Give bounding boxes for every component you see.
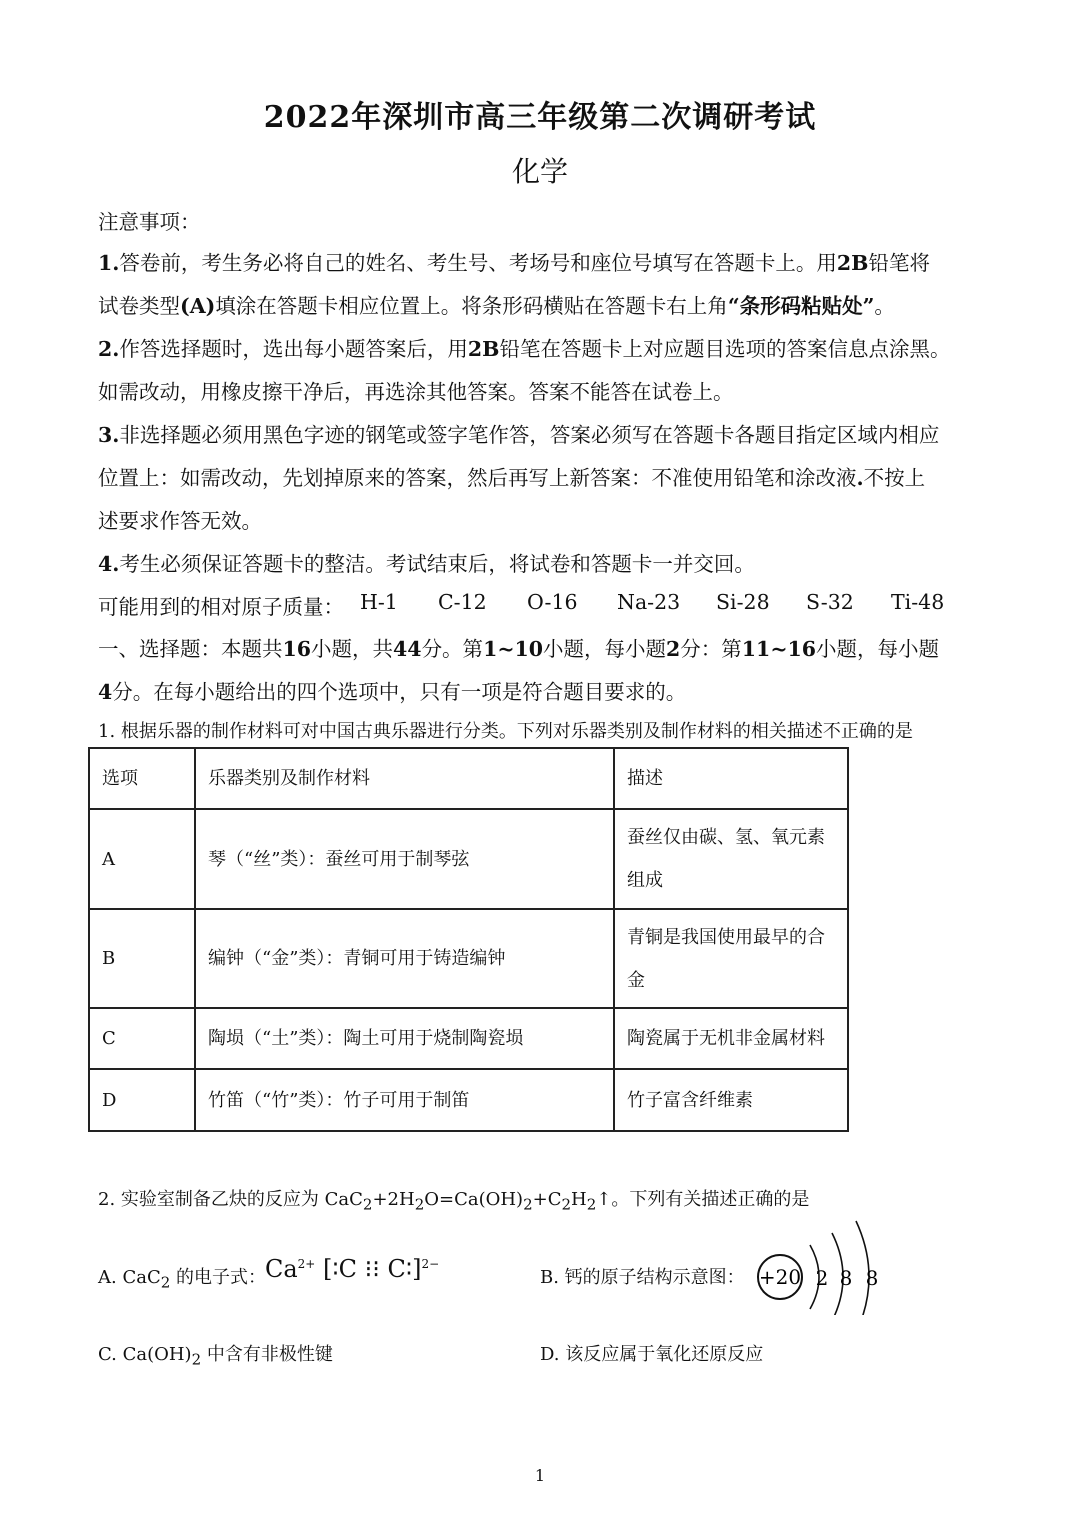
subject-title: 化学	[511, 155, 568, 188]
notice-text: 非选择题必须用黑色字迹的钢笔或签字笔作答，答案必须写在答题卡各题目指定区域内相应	[119, 423, 940, 447]
stem-text: ↑。下列有关描述正确的是	[596, 1189, 810, 1210]
atomic-mass-item: H-1	[360, 590, 398, 614]
table-header-cell: 描述	[614, 748, 848, 809]
table-header-cell: 乐器类别及制作材料	[195, 748, 614, 809]
shell-electron-count: 2	[815, 1266, 829, 1290]
notice-text: 2B	[836, 251, 869, 275]
question-1-table	[88, 747, 849, 1132]
section-text: 一、选择题：本题共	[98, 637, 283, 661]
section-text: 4	[98, 680, 113, 704]
section-text: 分：第	[680, 637, 742, 661]
notice-text: 。	[874, 294, 895, 318]
notice-text: (A)	[180, 294, 216, 318]
section-text: 分。在每小题给出的四个选项中，只有一项是符合题目要求的。	[112, 680, 687, 704]
notice-text: “条形码粘贴处”	[727, 294, 875, 318]
stem-text: H	[571, 1189, 587, 1210]
table-row	[89, 909, 848, 1008]
cation-charge: 2+	[297, 1257, 316, 1271]
table-cell-material: 竹笛（“竹”类）：竹子可用于制笛	[195, 1069, 614, 1131]
atomic-mass-item: Si-28	[716, 590, 770, 614]
notice-item-3-line-2	[98, 461, 925, 491]
notice-item-2-line-1	[98, 332, 951, 362]
table-cell-description: 蚕丝仅由碳、氢、氧元素组成	[614, 809, 848, 909]
stem-text: 2. 实验室制备乙炔的反应为 CaC	[98, 1189, 363, 1210]
section-text: 16	[282, 637, 312, 661]
table-cell-material: 琴（“丝”类）：蚕丝可用于制琴弦	[195, 809, 614, 909]
subscript: 2	[160, 1273, 171, 1292]
stem-text: +2H	[372, 1189, 415, 1210]
table-cell-material: 陶埙（“土”类）：陶土可用于烧制陶瓷埙	[195, 1008, 614, 1069]
notice-text: 铅笔将	[868, 251, 930, 275]
question-2-option-b: B. 钙的原子结构示意图：	[540, 1267, 745, 1288]
table-row	[89, 1008, 848, 1069]
table-cell-option: A	[89, 809, 195, 909]
subscript: 2	[414, 1195, 425, 1214]
table-cell-material: 编钟（“金”类）：青铜可用于铸造编钟	[195, 909, 614, 1008]
question-2-stem	[98, 1185, 809, 1214]
notice-text: 填涂在答题卡相应位置上。将条形码横贴在答题卡右上角	[215, 294, 728, 318]
nucleus-charge: +20	[758, 1265, 802, 1289]
atomic-mass-item: S-32	[806, 590, 854, 614]
atomic-structure-diagram	[748, 1215, 898, 1315]
atomic-masses-line	[98, 590, 344, 620]
notice-item-number: 4.	[98, 552, 120, 576]
option-text: C. Ca(OH)	[98, 1344, 192, 1365]
table-row	[89, 1069, 848, 1131]
electron-formula	[265, 1255, 439, 1283]
atomic-mass-item: O-16	[527, 590, 578, 614]
notice-item-number: 1.	[98, 251, 120, 275]
section-text: 11~16	[741, 637, 817, 661]
table-header-cell: 选项	[89, 748, 195, 809]
notice-item-number: 2.	[98, 337, 120, 361]
notice-text: 铅笔在答题卡上对应题目选项的答案信息点涂黑。	[499, 337, 951, 361]
atomic-mass-item: Na-23	[617, 590, 681, 614]
section-text: 小题，每小题	[543, 637, 667, 661]
table-cell-description: 陶瓷属于无机非金属材料	[614, 1008, 848, 1069]
page-number: 1	[534, 1466, 546, 1485]
stem-text: O=Ca(OH)	[424, 1189, 524, 1210]
exam-title: 2022年深圳市高三年级第二次调研考试	[263, 100, 817, 135]
section-1-instructions-line-2	[98, 675, 686, 705]
notice-text: 答卷前，考生务必将自己的姓名、考生号、考场号和座位号填写在答题卡上。用	[119, 251, 837, 275]
option-text: 的电子式：	[170, 1267, 266, 1288]
subscript: 2	[586, 1195, 597, 1214]
notice-item-2-line-2: 如需改动，用橡皮擦干净后，再选涂其他答案。答案不能答在试卷上。	[98, 380, 734, 404]
atomic-masses-label: 可能用到的相对原子质量：	[98, 595, 344, 619]
notice-heading: 注意事项：	[98, 210, 201, 234]
section-text: 分。第	[421, 637, 484, 661]
subscript: 2	[362, 1195, 373, 1214]
notice-item-number: 3.	[98, 423, 120, 447]
notice-item-4	[98, 547, 755, 577]
question-2-option-d: D. 该反应属于氧化还原反应	[540, 1344, 764, 1365]
shell-electron-count: 8	[839, 1266, 853, 1290]
section-text: 1~10	[483, 637, 544, 661]
atomic-mass-item: Ti-48	[891, 590, 945, 614]
notice-item-3-line-3: 述要求作答无效。	[98, 509, 262, 533]
electron-formula-anion: [∶C ⁝⁝ C∶]	[323, 1255, 422, 1283]
subscript: 2	[523, 1195, 533, 1214]
table-row	[89, 809, 848, 909]
subscript: 2	[561, 1195, 572, 1214]
table-cell-description: 竹子富含纤维素	[614, 1069, 848, 1131]
atomic-mass-item: C-12	[438, 590, 487, 614]
section-1-instructions-line-1	[98, 632, 939, 662]
notice-text: 不按上	[863, 466, 926, 490]
stem-text: +C	[532, 1189, 562, 1210]
question-1-stem: 1. 根据乐器的制作材料可对中国古典乐器进行分类。下列对乐器类别及制作材料的相关描述不正确的是	[98, 721, 913, 742]
table-header-row	[89, 748, 848, 809]
anion-charge: 2−	[421, 1257, 440, 1271]
notice-text: 试卷类型	[98, 294, 180, 318]
notice-text: 2B	[467, 337, 500, 361]
shell-electron-count: 8	[865, 1266, 879, 1290]
question-2-option-a	[98, 1263, 266, 1292]
option-text: A. CaC	[98, 1267, 161, 1288]
subscript: 2	[191, 1350, 202, 1369]
notice-text: 考生必须保证答题卡的整洁。考试结束后，将试卷和答题卡一并交回。	[119, 552, 755, 576]
notice-text: .	[856, 466, 864, 490]
section-text: 2	[666, 637, 681, 661]
notice-text: 位置上：如需改动，先划掉原来的答案，然后再写上新答案：不准使用铅笔和涂改液	[98, 466, 857, 490]
section-text: 小题，每小题	[816, 637, 940, 661]
table-cell-option: C	[89, 1008, 195, 1069]
table-cell-option: D	[89, 1069, 195, 1131]
table-cell-option: B	[89, 909, 195, 1008]
question-2-option-c	[98, 1340, 333, 1369]
section-text: 小题，共	[311, 637, 394, 661]
notice-item-1-line-2	[98, 289, 895, 319]
notice-text: 作答选择题时，选出每小题答案后，用	[119, 337, 468, 361]
table-cell-description: 青铜是我国使用最早的合金	[614, 909, 848, 1008]
option-text: 中含有非极性键	[201, 1344, 333, 1365]
section-text: 44	[393, 637, 422, 661]
electron-formula-cation: Ca	[265, 1255, 298, 1283]
notice-item-1-line-1	[98, 246, 930, 276]
notice-item-3-line-1	[98, 418, 939, 448]
